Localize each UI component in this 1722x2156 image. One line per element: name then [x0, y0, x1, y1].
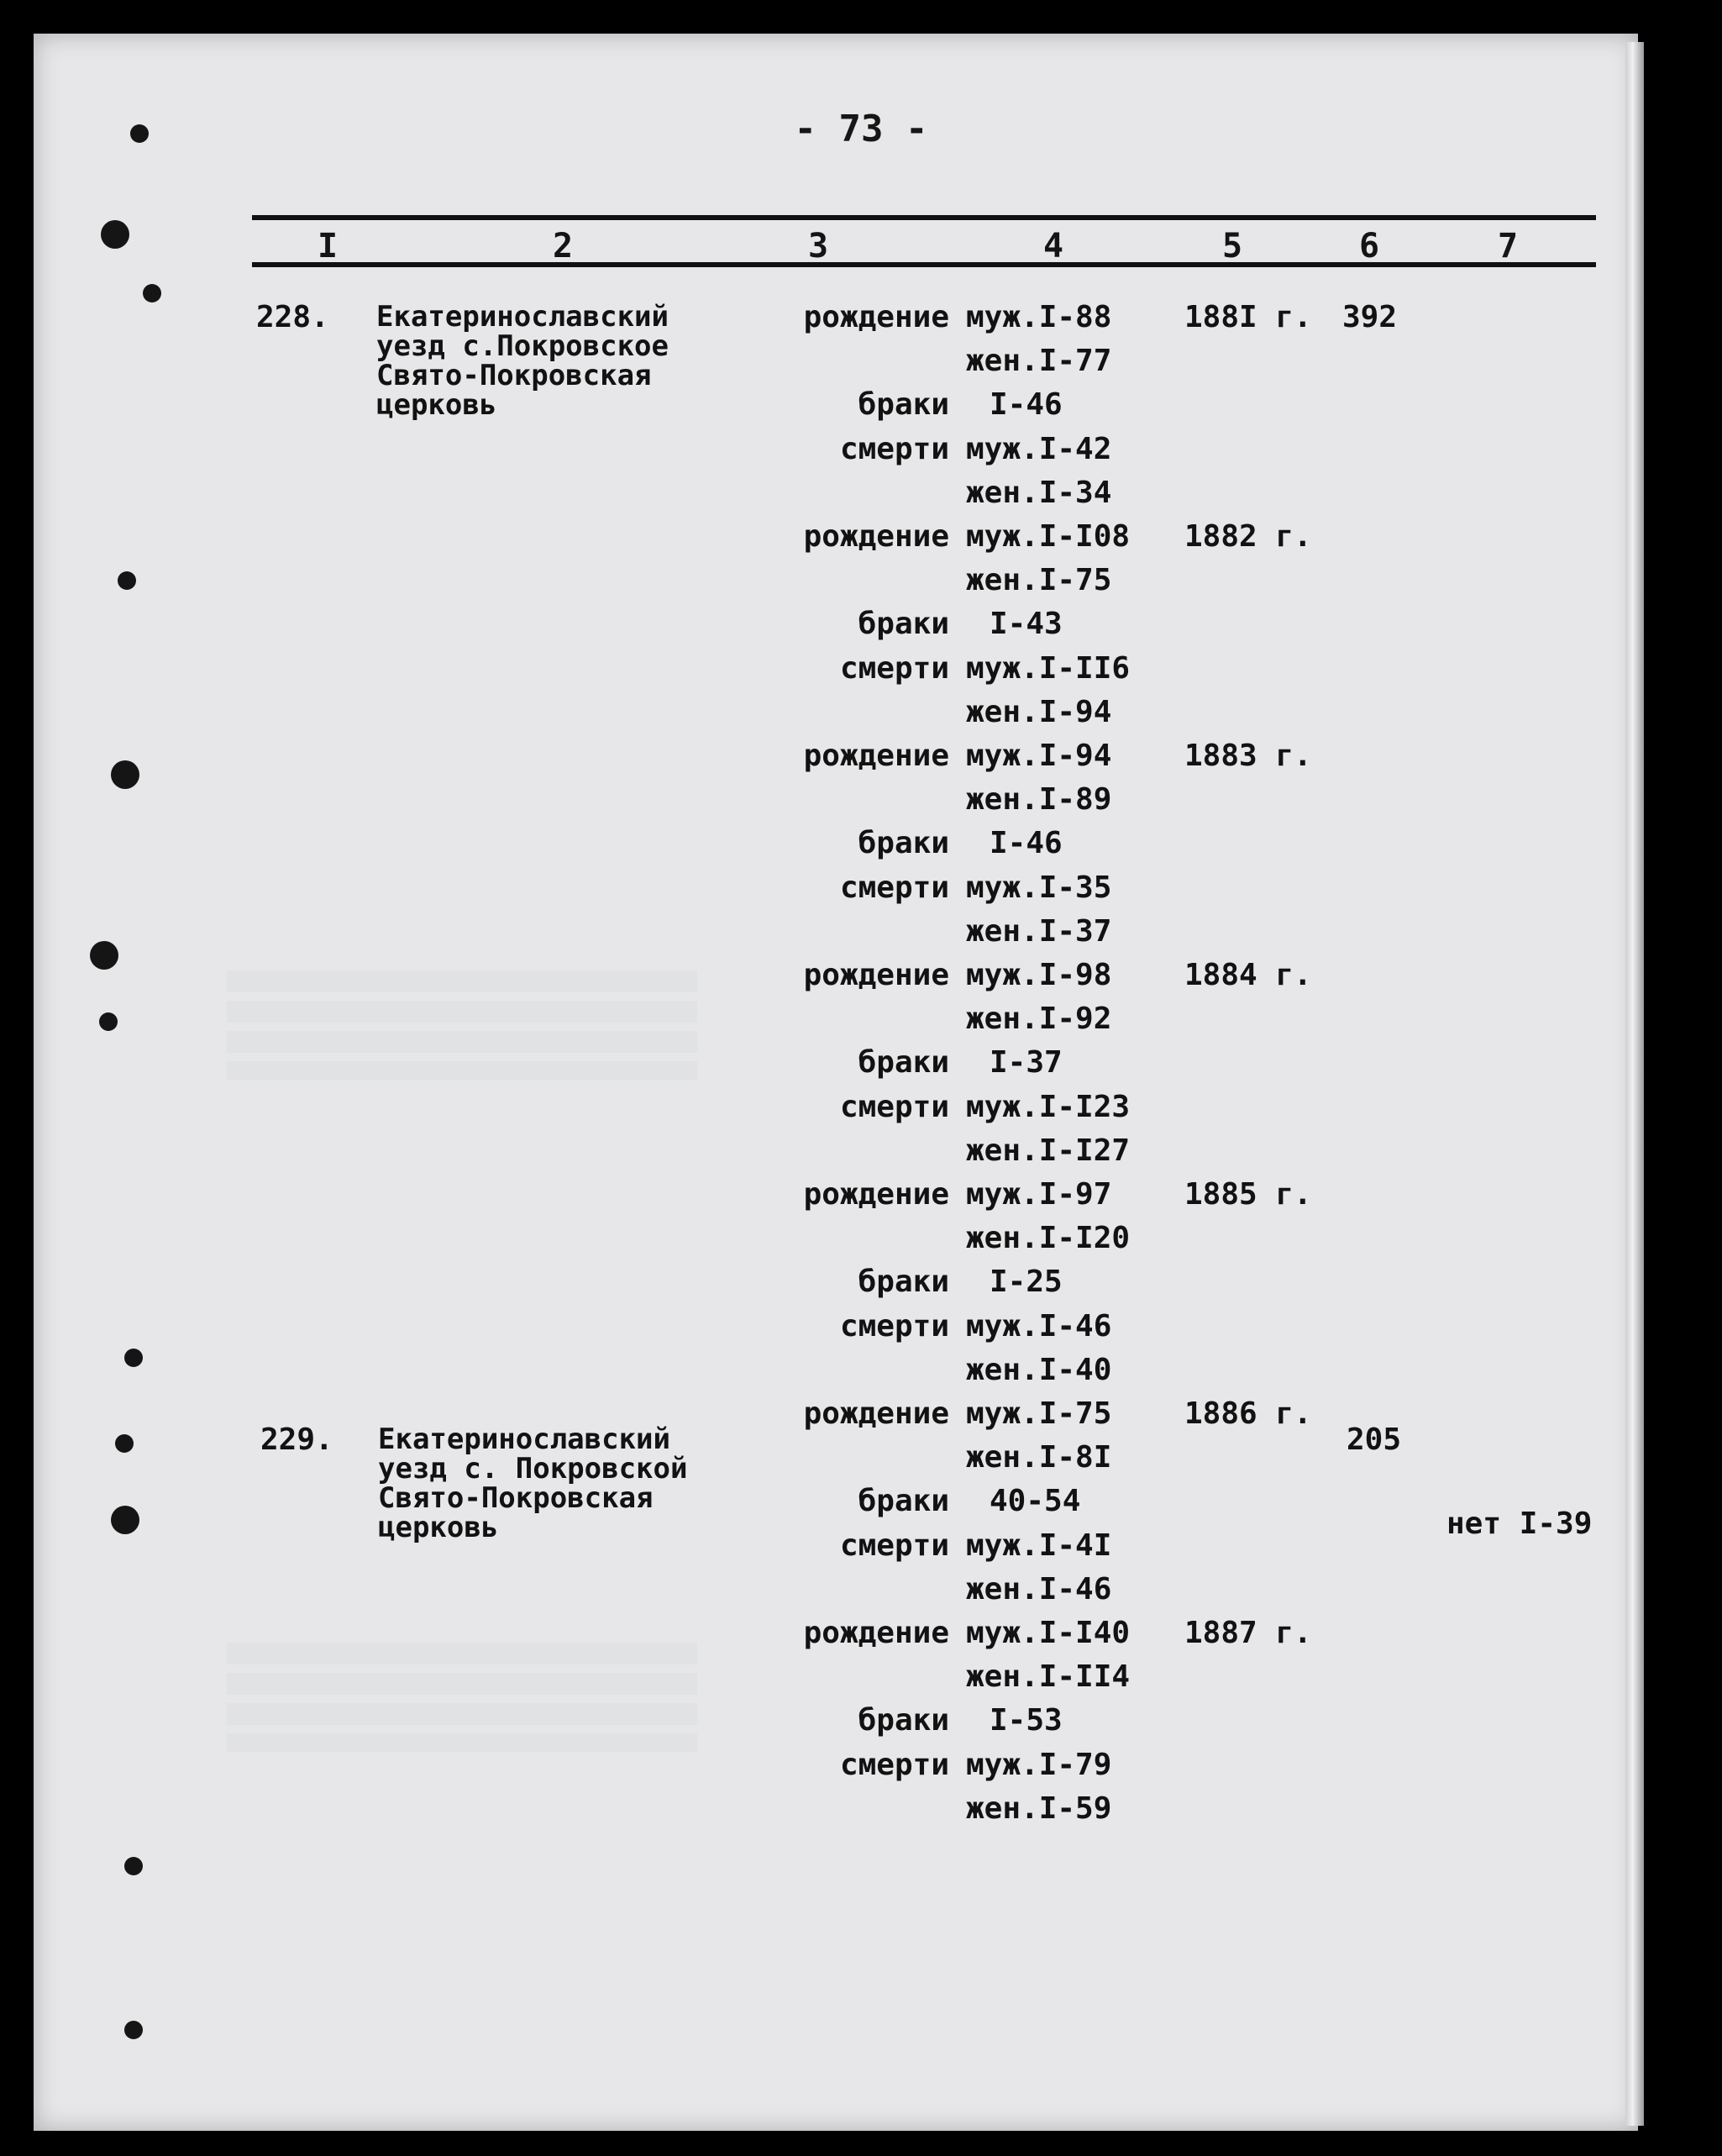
record-year: 1882 г.: [1184, 519, 1312, 554]
entry-count: 392: [1342, 300, 1398, 334]
entry-place: [376, 302, 669, 420]
record-value: жен.I-59: [966, 1791, 1112, 1826]
record-value: муж.I-94: [966, 739, 1112, 773]
record-value: жен.I-I27: [966, 1133, 1131, 1168]
record-value: жен.I-89: [966, 782, 1112, 817]
place-line: Свято-Покровская: [378, 1481, 654, 1515]
record-value: I-43: [990, 607, 1063, 641]
place-line: Екатеринославский: [378, 1422, 670, 1456]
record-year: 1884 г.: [1184, 958, 1312, 992]
table-top-rule: [252, 215, 1596, 220]
record-value: 40-54: [990, 1484, 1081, 1518]
record-value: муж.I-97: [966, 1177, 1112, 1212]
record-label: рождение: [803, 958, 949, 992]
place-line: церковь: [378, 1511, 499, 1544]
record-value: I-46: [990, 387, 1063, 422]
record-value: жен.I-77: [966, 344, 1112, 378]
record-label: браки: [858, 1045, 949, 1080]
record-label: рождение: [803, 1616, 949, 1650]
record-value: жен.I-40: [966, 1353, 1112, 1387]
record-year: 1887 г.: [1184, 1616, 1312, 1650]
record-year: 1885 г.: [1184, 1177, 1312, 1212]
record-value: муж.I-98: [966, 958, 1112, 992]
record-label: браки: [858, 607, 949, 641]
record-label: смерти: [839, 651, 949, 686]
record-label: рождение: [803, 1177, 949, 1212]
column-number-3: 3: [808, 227, 829, 266]
binder-hole: [101, 220, 129, 249]
place-line: уезд с.Покровское: [376, 329, 669, 363]
record-value: жен.I-8I: [966, 1440, 1112, 1475]
binder-hole: [111, 760, 139, 789]
column-number-4: 4: [1043, 227, 1064, 266]
record-label: смерти: [839, 432, 949, 466]
record-value: жен.I-37: [966, 914, 1112, 949]
record-value: I-53: [990, 1703, 1063, 1738]
binder-hole: [111, 1506, 139, 1534]
place-line: уезд с. Покровской: [378, 1452, 688, 1486]
record-value: жен.I-46: [966, 1572, 1112, 1606]
entry-number: 228.: [256, 300, 329, 334]
entry-note: нет I-39: [1446, 1507, 1593, 1541]
record-value: I-46: [990, 826, 1063, 860]
page-edge: [1625, 42, 1644, 2126]
record-value: жен.I-75: [966, 563, 1112, 597]
record-label: рождение: [803, 739, 949, 773]
place-line: церковь: [376, 388, 497, 422]
document-page: [34, 34, 1638, 2131]
record-value: муж.I-46: [966, 1309, 1112, 1344]
record-label: смерти: [839, 1309, 949, 1344]
record-value: муж.I-75: [966, 1396, 1112, 1431]
record-label: рождение: [803, 1396, 949, 1431]
entry-place: [378, 1422, 688, 1544]
record-label: браки: [858, 826, 949, 860]
record-label: браки: [858, 387, 949, 422]
column-number-6: 6: [1359, 227, 1380, 266]
record-label: рождение: [803, 519, 949, 554]
binder-hole: [124, 2021, 143, 2039]
entry-number: 229.: [260, 1422, 333, 1457]
record-value: муж.I-I40: [966, 1616, 1131, 1650]
place-line: Екатеринославский: [376, 300, 669, 334]
binder-hole: [90, 941, 118, 970]
record-value: муж.I-I08: [966, 519, 1131, 554]
record-value: I-37: [990, 1045, 1063, 1080]
column-number-1: I: [318, 227, 339, 266]
record-label: смерти: [839, 1090, 949, 1124]
record-value: жен.I-II4: [966, 1659, 1131, 1694]
column-number-2: 2: [553, 227, 574, 266]
record-value: муж.I-35: [966, 870, 1112, 905]
record-label: браки: [858, 1703, 949, 1738]
column-number-7: 7: [1498, 227, 1519, 266]
record-label: смерти: [839, 1528, 949, 1563]
place-line: Свято-Покровская: [376, 359, 652, 392]
binder-hole: [115, 1434, 134, 1453]
record-value: жен.I-92: [966, 1002, 1112, 1036]
entry-count: 205: [1347, 1422, 1402, 1457]
record-year: 1886 г.: [1184, 1396, 1312, 1431]
record-value: жен.I-I20: [966, 1221, 1131, 1255]
page-number: - 73 -: [794, 108, 928, 150]
record-value: муж.I-4I: [966, 1528, 1112, 1563]
record-value: I-25: [990, 1265, 1063, 1299]
bleed-through: [227, 970, 697, 1080]
record-label: смерти: [839, 870, 949, 905]
record-value: муж.I-88: [966, 300, 1112, 334]
column-number-5: 5: [1222, 227, 1243, 266]
bleed-through: [227, 1643, 697, 1752]
record-value: муж.I-79: [966, 1748, 1112, 1782]
binder-hole: [143, 284, 161, 302]
record-value: муж.I-I23: [966, 1090, 1131, 1124]
record-year: 188I г.: [1184, 300, 1312, 334]
record-label: смерти: [839, 1748, 949, 1782]
binder-hole: [99, 1012, 118, 1031]
record-value: жен.I-34: [966, 476, 1112, 510]
record-label: браки: [858, 1484, 949, 1518]
table-header-rule: [252, 262, 1596, 267]
record-value: муж.I-II6: [966, 651, 1131, 686]
record-label: рождение: [803, 300, 949, 334]
record-label: браки: [858, 1265, 949, 1299]
binder-hole: [124, 1857, 143, 1875]
binder-hole: [124, 1349, 143, 1367]
record-value: жен.I-94: [966, 695, 1112, 729]
record-year: 1883 г.: [1184, 739, 1312, 773]
binder-hole: [118, 571, 136, 590]
record-value: муж.I-42: [966, 432, 1112, 466]
